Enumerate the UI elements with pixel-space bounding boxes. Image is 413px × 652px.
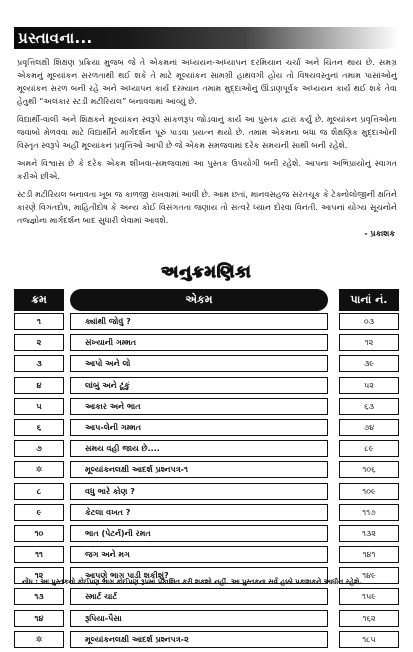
toc-row-unit: આપ-લેની ગમ્મત — [70, 419, 328, 436]
toc-row-unit: લાંબું અને ટૂંકું — [70, 377, 328, 394]
toc-row[interactable] — [14, 419, 399, 438]
toc-row-page: ૧૨ — [339, 334, 399, 351]
toc-row[interactable] — [14, 631, 399, 650]
toc-row-page: ૧૧૭ — [339, 504, 399, 521]
toc-row-unit: આકાર અને ભાત — [70, 398, 328, 415]
toc-row-number: ૩ — [14, 355, 64, 372]
toc-row[interactable] — [14, 355, 399, 374]
toc-row[interactable] — [14, 546, 399, 565]
toc-row-unit: વધુ ભારે કોણ ? — [70, 483, 328, 500]
toc-row-unit: રૂપિયા-પૈસા — [70, 610, 328, 627]
toc-row-unit: સ્માર્ટ ચાર્ટ — [70, 588, 328, 605]
publisher-signature: - પ્રકાશક — [364, 229, 395, 238]
toc-row-unit: સંખ્યાની ગમ્મત — [70, 334, 328, 351]
copyright-note: નોંધ : આ પુસ્તકનો કોઈપણ ભાગ કોઈપણ રૂપમાં પ્રકાશિત કરી શકશો નહીં. આ પુસ્તકના સર્વ હક્કો પ્રકાશકને આધીન રહેશે. — [22, 578, 362, 586]
toc-row[interactable] — [14, 483, 399, 502]
toc-row-unit: મૂલ્યાંકનલક્ષી આદર્શ પ્રશ્નપત્ર-૧ — [70, 461, 328, 478]
toc-row[interactable] — [14, 313, 399, 332]
toc-row-page: ૮૯ — [339, 440, 399, 457]
preface-title: પ્રસ્તાવના... — [18, 29, 93, 47]
toc-row-number: ૧૨ — [14, 567, 64, 584]
toc-header-unit: એકમ — [70, 289, 328, 311]
toc-row[interactable] — [14, 377, 399, 396]
toc-row-number: ✲ — [14, 631, 64, 648]
toc-row-number: ૨ — [14, 334, 64, 351]
preface-paragraph: વિદ્યાર્થી-વાલી અને શિક્ષકને મૂલ્યાંકન સ્વરૂપે સાંકળરૂપ જોડવાનું કાર્ય આ પુસ્તક દ્વારા કર્યું છે. મૂલ્યાંકન પ્રવૃત્તિઓના જવાબો મેળવવા માટે વિદ્યાર્થીને માર્ગદર્શન પૂરું પાડવા પ્રયત્ન થયો છે. તમામ એકમના બધા જ શૈક્ષણિક મુદ્દાઓની વિસ્તૃત સ્વરૂપે અહીં મૂલ્યાંકન પ્રવૃત્તિઓ આપી છે જે એકમ સમજવામાં દરેક સમયની સાથી બની રહેશે. — [17, 114, 397, 150]
toc-row-page: ૧૫૯ — [339, 588, 399, 605]
toc-header-page: પાનાં નં. — [339, 289, 399, 311]
toc-list — [14, 313, 399, 652]
toc-row-page: ૩૯ — [339, 355, 399, 372]
toc-row[interactable] — [14, 588, 399, 607]
toc-row[interactable] — [14, 334, 399, 353]
preface-paragraph: પ્રવૃત્તિલક્ષી શિક્ષણ પ્રક્રિયા મુજબ જે તે એકમનાં અધ્યયન-અધ્યાપન દરમિયાન ચર્ચા અને ચિંતન થાય છે. સમગ્ર એકમનું મૂલ્યાંકન સરળતાથી થઈ શકે તે માટે મૂલ્યાંકન સામગ્રી હાથવગી હોય તો વિષયવસ્તુનાં તમામ પાસાંઓનું મૂલ્યાંકન સરળ બની રહે અને અધ્યાપન કાર્ય દરમ્યાન તમામ મુદ્દાઓનું ઊંડાણપૂર્વક અધ્યયન કાર્ય થઈ શકે તેવા હેતુથી “અલંકાર સ્ટડી મટીરિયલ” બનાવવામાં આવ્યું છે. — [17, 57, 397, 106]
toc-row-number: ૪ — [14, 377, 64, 394]
toc-row-number: ૧૧ — [14, 546, 64, 563]
toc-row-unit: જગ અને મગ — [70, 546, 328, 563]
toc-row-page: ૦૩ — [339, 313, 399, 330]
toc-row-page: ૧૪૯ — [339, 567, 399, 584]
toc-row-number: ૧૪ — [14, 610, 64, 627]
toc-row-number: ✲ — [14, 461, 64, 478]
toc-row-number: ૮ — [14, 483, 64, 500]
toc-row[interactable] — [14, 525, 399, 544]
toc-row[interactable] — [14, 504, 399, 523]
toc-row-unit: આપો અને લો — [70, 355, 328, 372]
toc-header-number: ક્રમ — [14, 289, 64, 311]
toc-row[interactable] — [14, 440, 399, 459]
toc-row-page: ૧૪૧ — [339, 546, 399, 563]
toc-row-page: ૧૦૯ — [339, 483, 399, 500]
preface-header-bar — [14, 27, 399, 49]
preface-paragraph: અમને વિશ્વાસ છે કે દરેક એકમ શીખવા-સમજવામાં આ પુસ્તક ઉપયોગી બની રહેશે. આપના અભિપ્રાયોનું સ્વાગત કરીએ છીએ. — [17, 158, 397, 181]
toc-row[interactable] — [14, 461, 399, 480]
toc-row-number: ૭ — [14, 440, 64, 457]
toc-row-page: ૫૨ — [339, 377, 399, 394]
toc-row-number: ૧ — [14, 313, 64, 330]
toc-row-page: ૧૬૨ — [339, 610, 399, 627]
toc-row-page: ૬૩ — [339, 398, 399, 415]
toc-row-number: ૯ — [14, 504, 64, 521]
toc-row-page: ૧૩૨ — [339, 525, 399, 542]
preface-body — [17, 56, 397, 239]
toc-row-unit: સમય વહી જાય છે.... — [70, 440, 328, 457]
toc-row-page: ૭૪ — [339, 419, 399, 436]
preface-paragraph: સ્ટડી મટીરિયલ બનાવતા ખૂબ જ કાળજી રાખવામાં આવી છે. આમ છતાં, માનવસહજ સરતચૂક કે ટેક્નોલોજીની ક્ષતિને કારણે વિગતદોષ, માહિતીદોષ કે અન્ય કોઈ વિસંગતતા જણાય તો સત્વરે ધ્યાન દોરવા વિનંતી. આપનાં યોગ્ય સૂચનોને તજ્જ્ઞોના માર્ગદર્શન બાદ સુધારી લેવામાં આવશે. — [17, 189, 397, 225]
toc-row-unit: મૂલ્યાંકનલક્ષી આદર્શ પ્રશ્નપત્ર-૨ — [70, 631, 328, 648]
toc-row-unit: ભાત (પેટર્ન)ની રમત — [70, 525, 328, 542]
toc-title: અનુક્રમણિકા — [161, 262, 252, 281]
toc-row-number: ૧૦ — [14, 525, 64, 542]
toc-row-page: ૧૦૬ — [339, 461, 399, 478]
toc-row-page: ૧૮૫ — [339, 631, 399, 648]
toc-row-unit: કેટલા વખત ? — [70, 504, 328, 521]
toc-row-number: ૫ — [14, 398, 64, 415]
toc-row[interactable] — [14, 610, 399, 629]
toc-row-unit: ક્યાંથી જોવું ? — [70, 313, 328, 330]
toc-row-unit: આપણે ભાગ પાડી શકીશું? — [70, 567, 328, 584]
toc-row[interactable] — [14, 398, 399, 417]
toc-row-number: ૧૩ — [14, 588, 64, 605]
toc-row-number: ૬ — [14, 419, 64, 436]
